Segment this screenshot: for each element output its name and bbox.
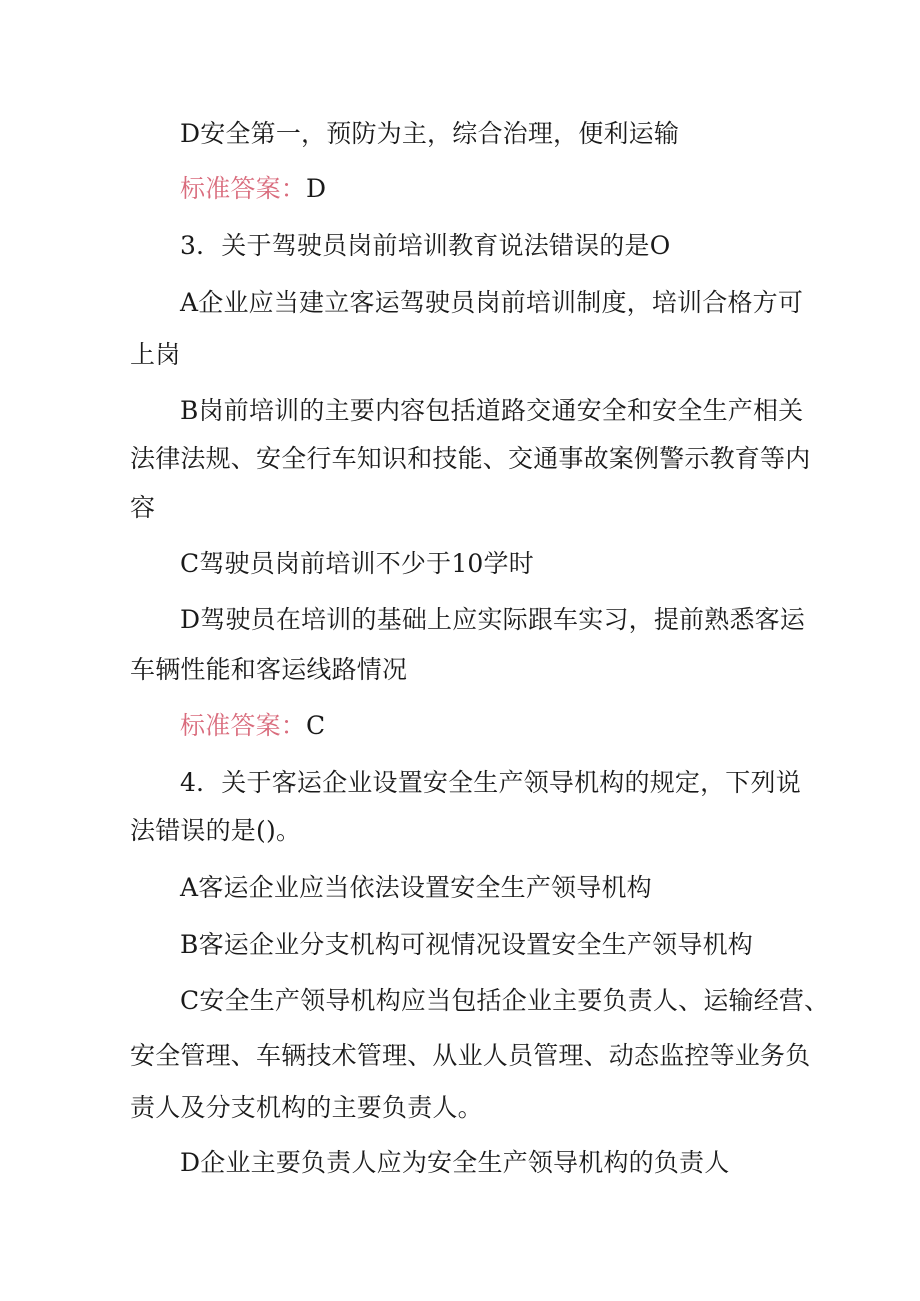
q4-option-c-line1: C安全生产领导机构应当包括企业主要负责人、运输经营、 <box>180 986 830 1015</box>
q4-question-line1: 4．关于客运企业设置安全生产领导机构的规定，下列说 <box>180 768 801 797</box>
q3-option-c: C驾驶员岗前培训不少于10学时 <box>180 549 534 578</box>
q2-answer <box>180 173 326 205</box>
q4-option-c-line3: 责人及分支机构的主要负责人。 <box>130 1093 483 1122</box>
q4-option-a: A客运企业应当依法设置安全生产领导机构 <box>180 873 652 902</box>
answer-value: C <box>306 711 326 740</box>
answer-label: 标准答案： <box>180 711 307 740</box>
q4-option-b: B客运企业分支机构可视情况设置安全生产领导机构 <box>180 930 753 959</box>
q3-option-b-line2: 法律法规、安全行车知识和技能、交通事故案例警示教育等内 <box>130 444 811 473</box>
q3-answer <box>180 710 325 742</box>
q3-option-a-line1: A企业应当建立客运驾驶员岗前培训制度，培训合格方可 <box>180 288 804 317</box>
q3-option-a-line2: 上岗 <box>130 340 181 369</box>
q3-option-b-line3: 容 <box>130 493 156 522</box>
answer-label: 标准答案： <box>180 174 307 203</box>
q3-option-d-line1: D驾驶员在培训的基础上应实际跟车实习，提前熟悉客运 <box>180 605 806 634</box>
q3-option-d-line2: 车辆性能和客运线路情况 <box>130 655 408 684</box>
q4-option-d: D企业主要负责人应为安全生产领导机构的负责人 <box>180 1148 730 1177</box>
q4-question-line2: 法错误的是()。 <box>130 816 302 845</box>
q2-option-d: D安全第一，预防为主，综合治理，便利运输 <box>180 119 680 148</box>
q3-question: 3．关于驾驶员岗前培训教育说法错误的是O <box>180 231 671 260</box>
q3-option-b-line1: B岗前培训的主要内容包括道路交通安全和安全生产相关 <box>180 396 804 425</box>
answer-value: D <box>306 174 327 203</box>
q4-option-c-line2: 安全管理、车辆技术管理、从业人员管理、动态监控等业务负 <box>130 1041 811 1070</box>
